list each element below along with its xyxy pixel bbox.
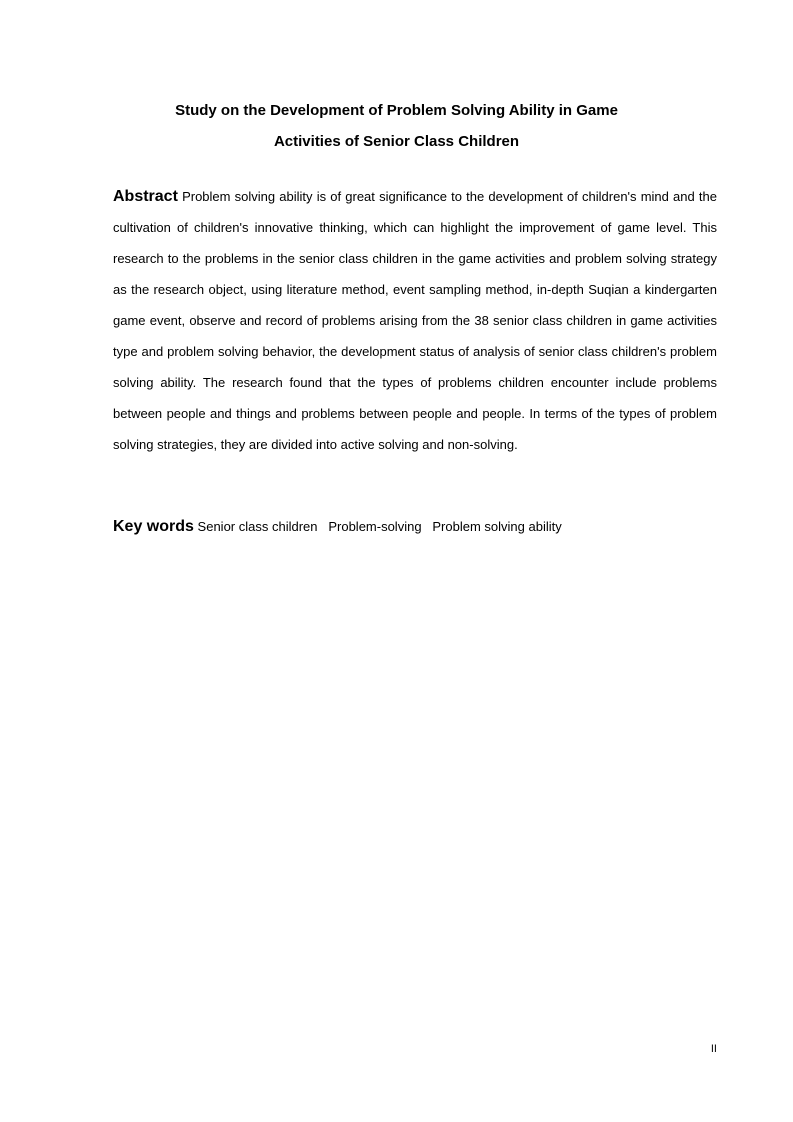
abstract-label: Abstract (113, 188, 178, 205)
keyword-item: Senior class children (197, 519, 318, 534)
abstract-paragraph (113, 181, 717, 460)
title-line-2: Activities of Senior Class Children (273, 133, 520, 150)
keywords-label: Key words (113, 518, 194, 535)
keyword-item: Problem solving ability (432, 519, 562, 534)
page-number: II (710, 1043, 717, 1055)
title-line-1: Study on the Development of Problem Solving Ability in Game (175, 102, 618, 119)
keywords-line (113, 514, 717, 540)
abstract-text: Problem solving ability is of great significance to the development of children's mind and the cultivation of children's innovative thinking, which can highlight the improvement of game level. This research to the problems in the senior class children in the game activities and problem solving strategy as the research object, using literature method, event sampling method, in-depth Suqian a kindergarten game event, observe and record of problems arising from the 38 senior class children in game activities type and problem solving behavior, the development status of analysis of senior class children's problem solving ability. The research found that the types of problems children encounter include problems between people and things and problems between people and people. In terms of the types of problem solving strategies, they are divided into active solving and non-solving. (113, 189, 717, 452)
keyword-item: Problem-solving (328, 519, 422, 534)
